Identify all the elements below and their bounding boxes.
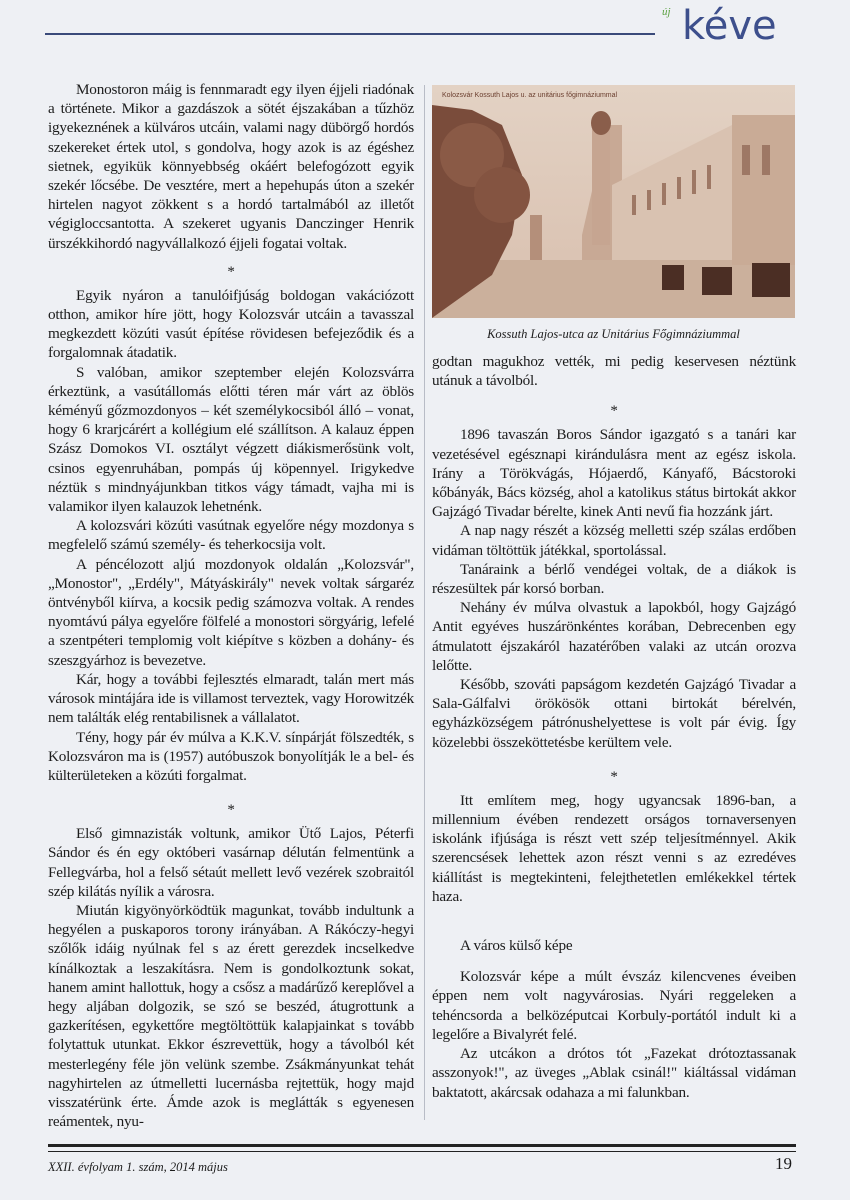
paragraph: Az utcákon a drótos tót „Fazekat drótoztassanak asszonyok!", az üveges „Ablak csinál!" kiáltással vidáman baktatott, akárcsak odahaza a mi falunkban. [432, 1045, 796, 1101]
section-separator: * [227, 802, 235, 819]
logo-title: kéve [682, 3, 777, 49]
header-rule [45, 33, 655, 35]
paragraph: A péncélozott aljú mozdonyok oldalán „Kolozsvár", „Monostor", „Erdély", Mátyáskirály" nevek voltak sárgaréz öntvényből kiírva, a kocsik pedig számozva voltak. A rendes nyomtávú pálya egyelőre fölfelé a monostori sörgyárig, lefelé a szentpéteri templomig volt kiépítve s közben a dohány- és szeszgyárhoz is bevezetve. [48, 555, 414, 669]
photo-inscription: Kolozsvár Kossuth Lajos u. az unitárius főgimnáziummal [442, 92, 618, 99]
paragraph: S valóban, amikor szeptember elején Kolozsvárra érkeztünk, a vasútállomás előtti téren már várt az öblös kéményű gőzmozdonyos – két személykocsiból álló – vonat, hogy 6 krarjcárért a kollégium elé szállítson. A kalauz éppen Szász Domokos VI. osztályt végzett diákismerősünk volt, csinos egyenruhában, pompás új köpennyel. Irigykedve néztük s mindnyájunkban titkos vágy támadt, vajha mi is valamikor ilyen kalauzok lehetnénk. [48, 363, 414, 516]
paragraph: Itt említem meg, hogy ugyancsak 1896-ban, a millennium évében rendezett orságos tornaversenyen iskolánk ifjúsága is részt vett szép teljesítménnyel. Akik szerencsések lehettek azon részt venni s az ezredéves kiállítást is megtekinteni, felejthetetlen emlékekkel tértek haza. [432, 791, 796, 905]
right-column [432, 352, 796, 1102]
magazine-logo [662, 3, 802, 50]
paragraph: Kolozsvár képe a múlt évszáz kilencvenes éveiben éppen nem volt nagyvárosias. Nyári reggeleken a tehéncsorda a belközéputcai Korbuly-portától indult ki a legelőre a Bivalyrét felé. [432, 968, 796, 1043]
paragraph: Nehány év múlva olvastuk a lapokból, hogy Gajzágó Antit egyéves huszárönkéntes korában, Debrecenben egy átmulatott éjszakáról hazatérőben valaki az utcán orozva lelőtte. [432, 599, 796, 674]
paragraph: Miután kigyönyörködtük magunkat, tovább indultunk a hegyélen a puskaporos torony irányában. A Rákóczy-hegyi szőlők idáig nyúlnak fel s az érett gerezdek incselkedve kínálkoztak a leszakításra. Nem is gondolkoztunk sokat, hanem amint hallottuk, hogy a csősz a madárűző kereplővel a hegy aljában dolgozik, se szó se beszéd, átugrottunk a gazkerítésen, egykettőre megtöltöttük kalapjainkat s tovább folytattuk utunkat. Ekkor észrevettük, hogy a távolból két mesterlegény féle jön velünk szembe. Zsákmányunkat tehát nagyhirtelen az útmelletti lucernásba rejtettük, hogy majd visszatérünk érte. Ámde azok is meglátták s egyenesen reámentek, nyu- [48, 901, 414, 1131]
logo-prefix: új [662, 6, 671, 18]
paragraph: 1896 tavaszán Boros Sándor igazgató s a tanári kar vezetésével egésznapi kirándulásra ment az egész iskola. Irány a Törökvágás, Hójaerdő, Kányafő, Bácstoroki kőbányák, Bács község, ahol a katolikus státus birtokát akkor Gajzágó Tivadar bérelte, kinek Anti nevű fia hozzánk járt. [432, 426, 796, 521]
paragraph: Kár, hogy a további fejlesztés elmaradt, talán mert más városok mintájára ide is villamost terveztek, vagy Horowitzék nem találták elég rentabilisnek a vállalatot. [48, 670, 414, 727]
section-separator: * [227, 263, 235, 280]
issue-info: XXII. évfolyam 1. szám, 2014 május [48, 1160, 228, 1174]
paragraph: A nap nagy részét a község melletti szép szálas erdőben vidáman töltöttük játékkal, sportolással. [432, 522, 796, 559]
paragraph: Egyik nyáron a tanulóifjúság boldogan vakációzott otthon, amikor híre jött, hogy Kolozsvár utcáin a tavasszal megkezdett közúti vasút építése rövidesen befejeződik és a forgalomnak átadatik. [48, 286, 414, 362]
footer-rule [48, 1144, 796, 1152]
paragraph: Később, szováti papságom kezdetén Gajzágó Tivadar a Sala-Gálfalvi örökösök ottani birtokát bérelvén, egyházközségem pátrónushelyettese is volt pár évig. Így közelebbi összeköttetésbe kerültem vele. [432, 676, 796, 751]
paragraph: Első gimnazisták voltunk, amikor Ütő Lajos, Péterfi Sándor és én egy októberi vasárnap délután felmentünk a Fellegvárba, hol a felső sétaút mellett levő vezérek szobraitól szép kilátás nyílik a városra. [48, 825, 414, 900]
paragraph: godtan magukhoz vették, mi pedig keservesen néztünk utánuk a távolból. [432, 353, 796, 390]
section-separator: * [610, 403, 618, 420]
paragraph: Tanáraink a bérlő vendégei voltak, de a diákok is részesültek pár korsó borban. [432, 560, 796, 598]
paragraph: Tény, hogy pár év múlva a K.K.V. sínpárját fölszedték, s Kolozsváron ma is (1957) autóbuszok bonyolítják le a bel- és külterületeken a közúti forgalmat. [48, 728, 414, 784]
section-separator: * [610, 768, 618, 785]
paragraph: Monostoron máig is fennmaradt egy ilyen éjjeli riadónak a története. Mikor a gazdászok a sötét éjszakában a tűzhöz igyekeznének a külváros utcáin, valami nagy dübörgő hordós szekereket értek utol, s gondolva, hogy azok is az égéshez sietnek, egyikük könnyebbség okáért belefogózott egyik szekér lőcsébe. De vesztére, mert a hepehupás úton a szekér hirtelen nagyot zökkent s a hordó tartalmából az illetőt végigloccsantotta. A szekeret ugyanis Danczinger Henrik ürszékkihordó nagyvállalkozó éjjeli fogatai voltak. [48, 81, 414, 252]
paragraph: A kolozsvári közúti vasútnak egyelőre négy mozdonya s megfelelő számú személy- és teherkocsija volt. [48, 517, 414, 554]
photo-caption: Kossuth Lajos-utca az Unitárius Főgimnáziummal [487, 327, 740, 341]
column-divider [424, 85, 425, 1120]
historic-street-photo [432, 85, 795, 318]
section-heading: A város külső képe [460, 937, 573, 955]
page-number: 19 [775, 1154, 792, 1173]
left-column [48, 80, 414, 1131]
